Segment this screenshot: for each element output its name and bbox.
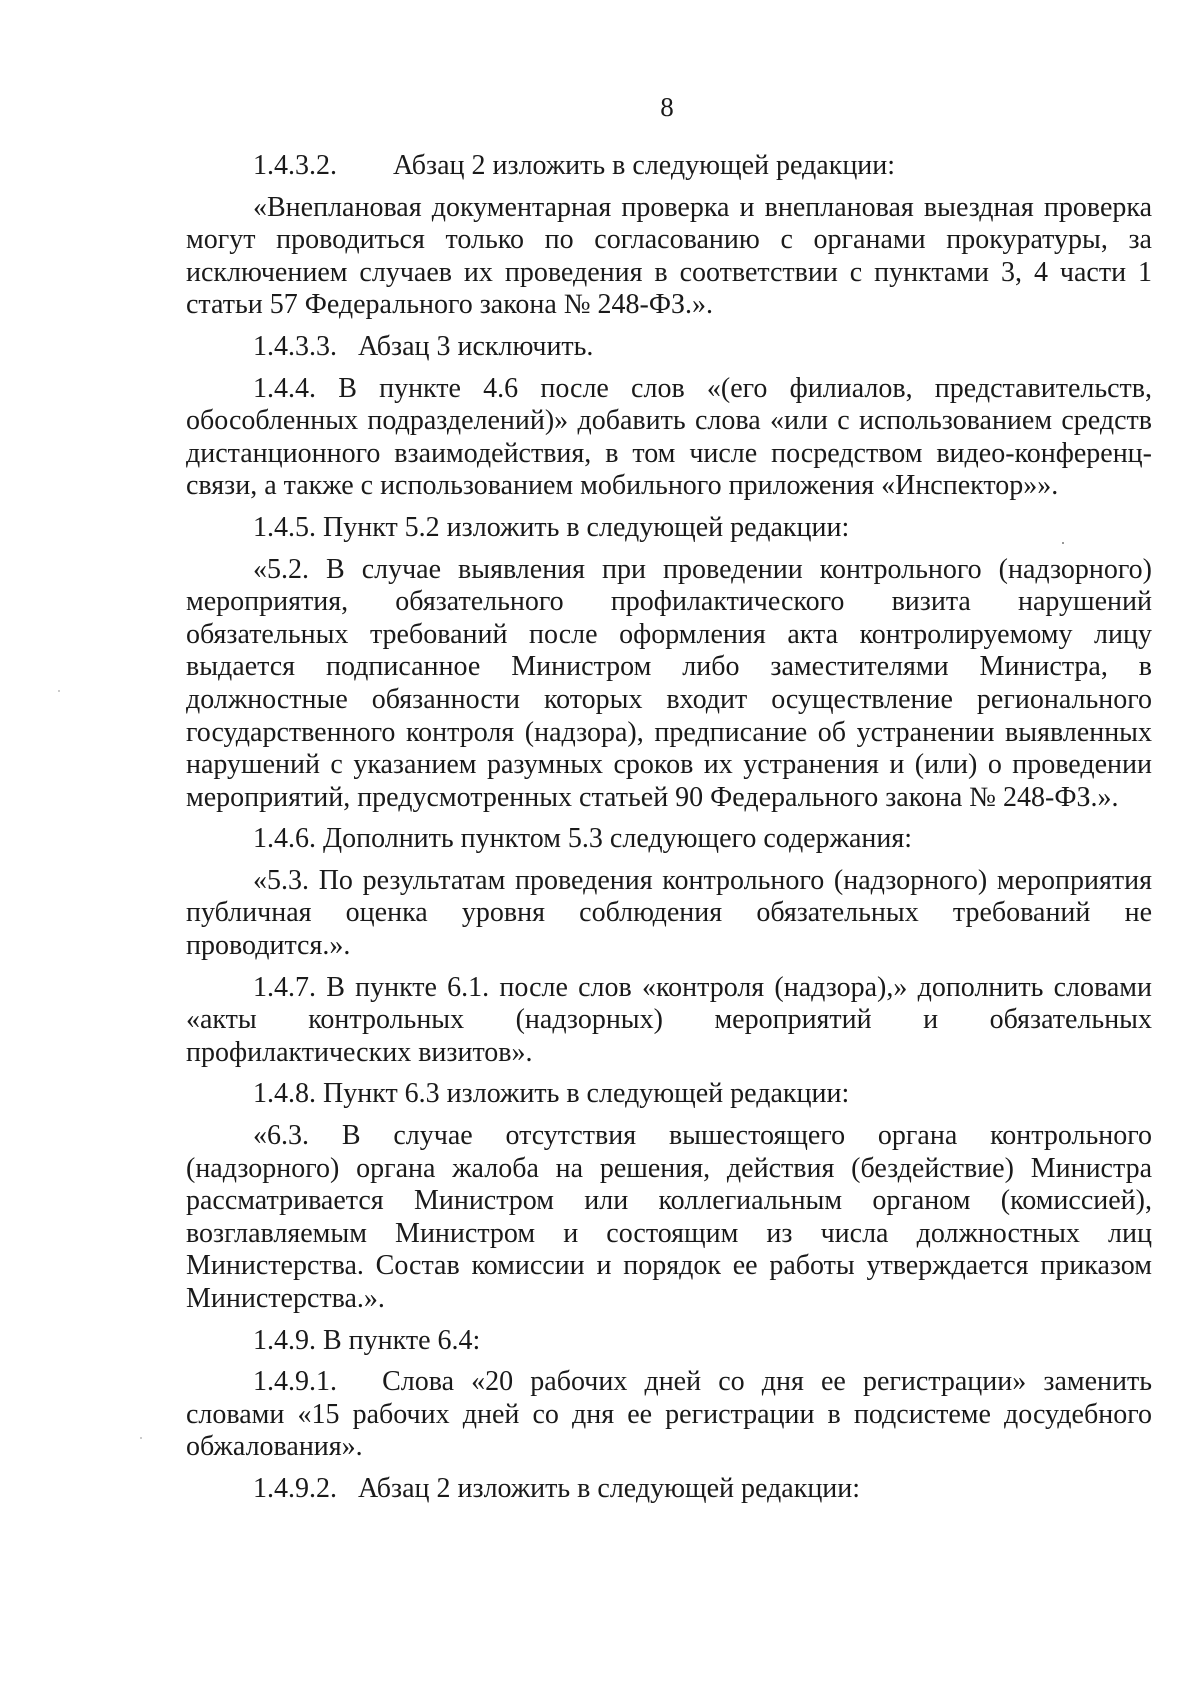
- document-body: [186, 150, 1152, 1515]
- scan-speck: [140, 1437, 142, 1439]
- paragraph-quote-5-2: «5.2. В случае выявления при проведении контрольного (надзорного) мероприятия, обязательного профилактического визита нарушений обязательных требований после оформления акта контролируемому лицу выдается подписанное Министром либо заместителями Министра, в должностные обязанности которых входит осуществление регионального государственного контроля (надзора), предписание об устранении выявленных нарушений с указанием разумных сроков их устранения и (или) о проведении мероприятий, предусмотренных статьей 90 Федерального закона № 248-ФЗ.».: [186, 553, 1152, 813]
- paragraph-1-4-7: 1.4.7. В пункте 6.1. после слов «контроля (надзора),» дополнить словами «акты контрольных (надзорных) мероприятий и обязательных профилактических визитов».: [186, 971, 1152, 1068]
- paragraph-1-4-6: 1.4.6. Дополнить пунктом 5.3 следующего содержания:: [253, 823, 913, 855]
- paragraph-1-4-9: 1.4.9. В пункте 6.4:: [253, 1324, 481, 1356]
- paragraph-1-4-9-1: 1.4.9.1. Слова «20 рабочих дней со дня ее регистрации» заменить словами «15 рабочих дней со дня ее регистрации в подсистеме досудебного обжалования».: [186, 1366, 1152, 1463]
- scan-speck: [58, 690, 60, 692]
- paragraph-1-4-8: 1.4.8. Пункт 6.3 изложить в следующей редакции:: [253, 1078, 850, 1110]
- scan-speck: [1062, 542, 1064, 544]
- paragraph-1-4-9-2: 1.4.9.2. Абзац 2 изложить в следующей редакции:: [253, 1472, 861, 1504]
- page-number: 8: [660, 92, 674, 122]
- paragraph-1-4-3-2: 1.4.3.2. Абзац 2 изложить в следующей редакции:: [253, 150, 896, 181]
- paragraph-1-4-5: 1.4.5. Пункт 5.2 изложить в следующей редакции:: [253, 511, 850, 543]
- paragraph-quote-unscheduled-inspection: «Внеплановая документарная проверка и внеплановая выездная проверка могут проводиться только по согласованию с органами прокуратуры, за исключением случаев их проведения в соответствии с пунктами 3, 4 части 1 статьи 57 Федерального закона № 248-ФЗ.».: [186, 191, 1152, 321]
- paragraph-1-4-3-3: 1.4.3.3. Абзац 3 исключить.: [253, 330, 594, 362]
- paragraph-quote-6-3: «6.3. В случае отсутствия вышестоящего органа контрольного (надзорного) органа жалоба на решения, действия (бездействие) Министра рассматривается Министром или коллегиальным органом (комиссией), возглавляемым Министром и состоящим из числа должностных лиц Министерства. Состав комиссии и порядок ее работы утверждается приказом Министерства.».: [186, 1120, 1152, 1314]
- paragraph-1-4-4: 1.4.4. В пункте 4.6 после слов «(его филиалов, представительств, обособленных подразделений)» добавить слова «или с использованием средств дистанционного взаимодействия, в том числе посредством видео-конференц-связи, а также с использованием мобильного приложения «Инспектор»».: [186, 372, 1152, 502]
- paragraph-quote-5-3: «5.3. По результатам проведения контрольного (надзорного) мероприятия публичная оценка уровня соблюдения обязательных требований не проводится.».: [186, 864, 1152, 962]
